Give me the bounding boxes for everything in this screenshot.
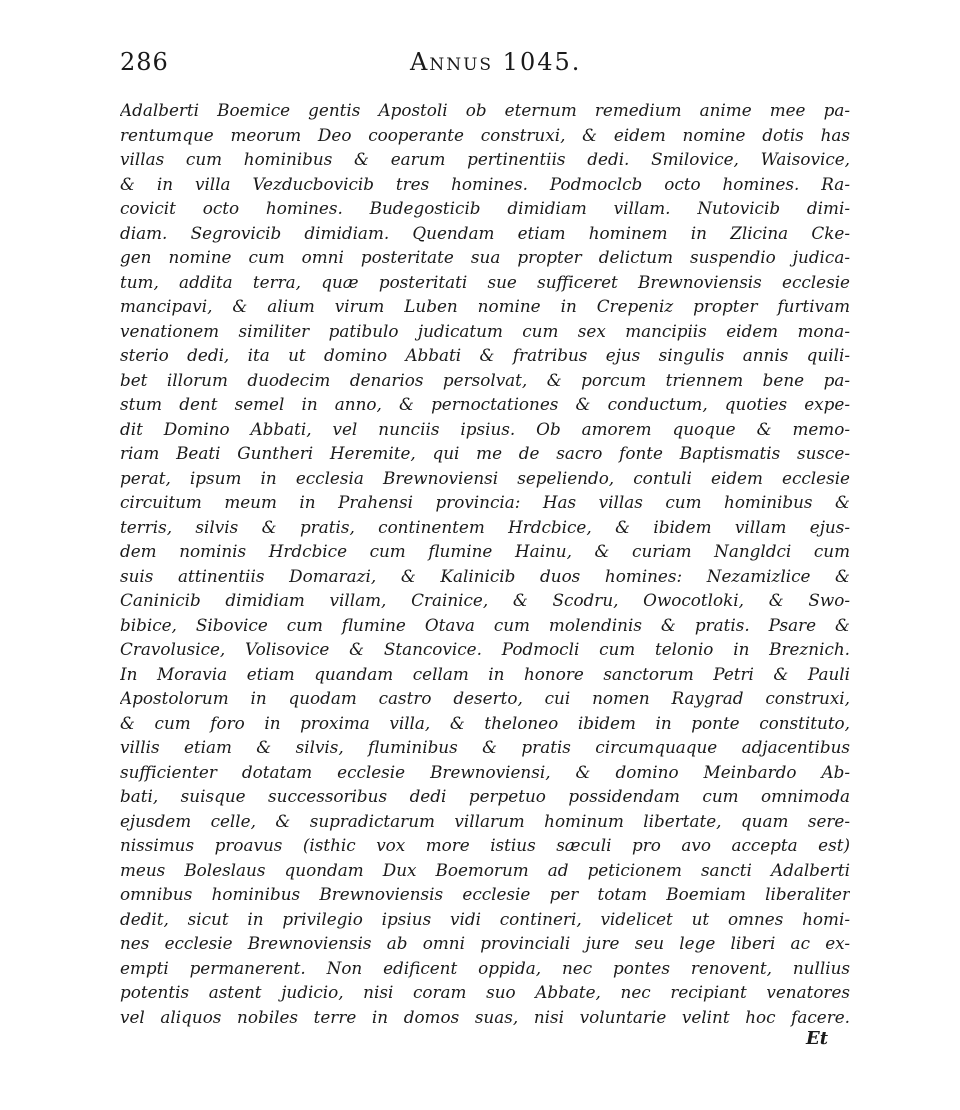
text-line: bet illorum duodecim denarios persolvat, & porcum triennem bene pa- [120,369,850,390]
text-line: dedit, sicut in privilegio ipsius vidi contineri, videlicet ut omnes homi- [120,908,850,929]
text-line: vel aliquos nobiles terre in domos suas, nisi voluntarie velint hoc facere. [120,1006,850,1027]
text-line: riam Beati Guntheri Heremite, qui me de sacro fonte Baptismatis susce- [120,443,850,463]
body-text [120,98,850,1029]
text-line: ejusdem celle, & supradictarum villarum hominum libertate, quam sere- [120,810,850,831]
text-line: bati, suisque successoribus dedi perpetuo possidendam cum omnimoda [120,786,850,806]
page-header [120,48,840,84]
text-line: empti permanerent. Non edificent oppida, nec pontes renovent, nullius [120,957,850,978]
text-line: Cravolusice, Volisovice & Stancovice. Podmocli cum telonio in Breznich. [120,639,850,659]
text-line: sufficienter dotatam ecclesie Brewnoviensi, & domino Meinbardo Ab- [120,761,850,782]
text-line: perat, ipsum in ecclesia Brewnoviensi sepeliendo, contuli eidem ecclesie [120,467,850,488]
text-line: Caninicib dimidiam villam, Crainice, & Scodru, Owocotloki, & Swo- [120,590,850,610]
text-line: diam. Segrovicib dimidiam. Quendam etiam hominem in Zlicina Cke- [120,222,850,243]
text-line: tum, addita terra, quæ posteritati sue sufficeret Brewnoviensis ecclesie [120,271,850,292]
text-line: suis attinentiis Domarazi, & Kalinicib duos homines: Nezamizlice & [120,565,850,586]
text-line: terris, silvis & pratis, continentem Hrdcbice, & ibidem villam ejus- [120,516,850,537]
text-line: bibice, Sibovice cum flumine Otava cum molendinis & pratis. Psare & [120,614,850,635]
text-line: nissimus proavus (isthic vox more istius sæculi pro avo accepta est) [120,835,850,855]
page-number: 286 [120,48,169,76]
text-line: villas cum hominibus & earum pertinentiis dedi. Smilovice, Waisovice, [120,149,850,169]
text-line: dit Domino Abbati, vel nunciis ipsius. Ob amorem quoque & memo- [120,418,850,439]
text-line: covicit octo homines. Budegosticib dimidiam villam. Nutovicib dimi- [120,198,850,218]
text-line: sterio dedi, ita ut domino Abbati & fratribus ejus singulis annis quili- [120,345,850,365]
text-line: In Moravia etiam quandam cellam in honore sanctorum Petri & Pauli [120,663,850,684]
text-line: meus Boleslaus quondam Dux Boemorum ad peticionem sancti Adalberti [120,859,850,880]
text-line: circuitum meum in Prahensi provincia: Has villas cum hominibus & [120,492,850,512]
text-line: & in villa Vezducbovicib tres homines. Podmoclcb octo homines. Ra- [120,173,850,194]
text-line: omnibus hominibus Brewnoviensis ecclesie per totam Boemiam liberaliter [120,884,850,904]
text-line: mancipavi, & alium virum Luben nomine in Crepeniz propter furtivam [120,296,850,316]
text-line: gen nomine cum omni posteritate sua propter delictum suspendio judica- [120,247,850,267]
text-line: venationem similiter patibulo judicatum cum sex mancipiis eidem mona- [120,320,850,341]
running-head: Annus 1045. [410,48,582,76]
text-line: villis etiam & silvis, fluminibus & pratis circumquaque adjacentibus [120,737,850,757]
text-line: Adalberti Boemice gentis Apostoli ob eternum remedium anime mee pa- [120,100,850,120]
text-line: stum dent semel in anno, & pernoctationes & conductum, quoties expe- [120,394,850,414]
catchword: Et [806,1028,829,1049]
text-line: rentumque meorum Deo cooperante construxi, & eidem nomine dotis has [120,124,850,145]
text-line: potentis astent judicio, nisi coram suo Abbate, nec recipiant venatores [120,982,850,1002]
text-line: nes ecclesie Brewnoviensis ab omni provinciali jure seu lege liberi ac ex- [120,933,850,953]
text-line: & cum foro in proxima villa, & theloneo ibidem in ponte constituto, [120,712,850,733]
text-line: dem nominis Hrdcbice cum flumine Hainu, & curiam Nangldci cum [120,541,850,561]
text-line: Apostolorum in quodam castro deserto, cui nomen Raygrad construxi, [120,688,850,708]
